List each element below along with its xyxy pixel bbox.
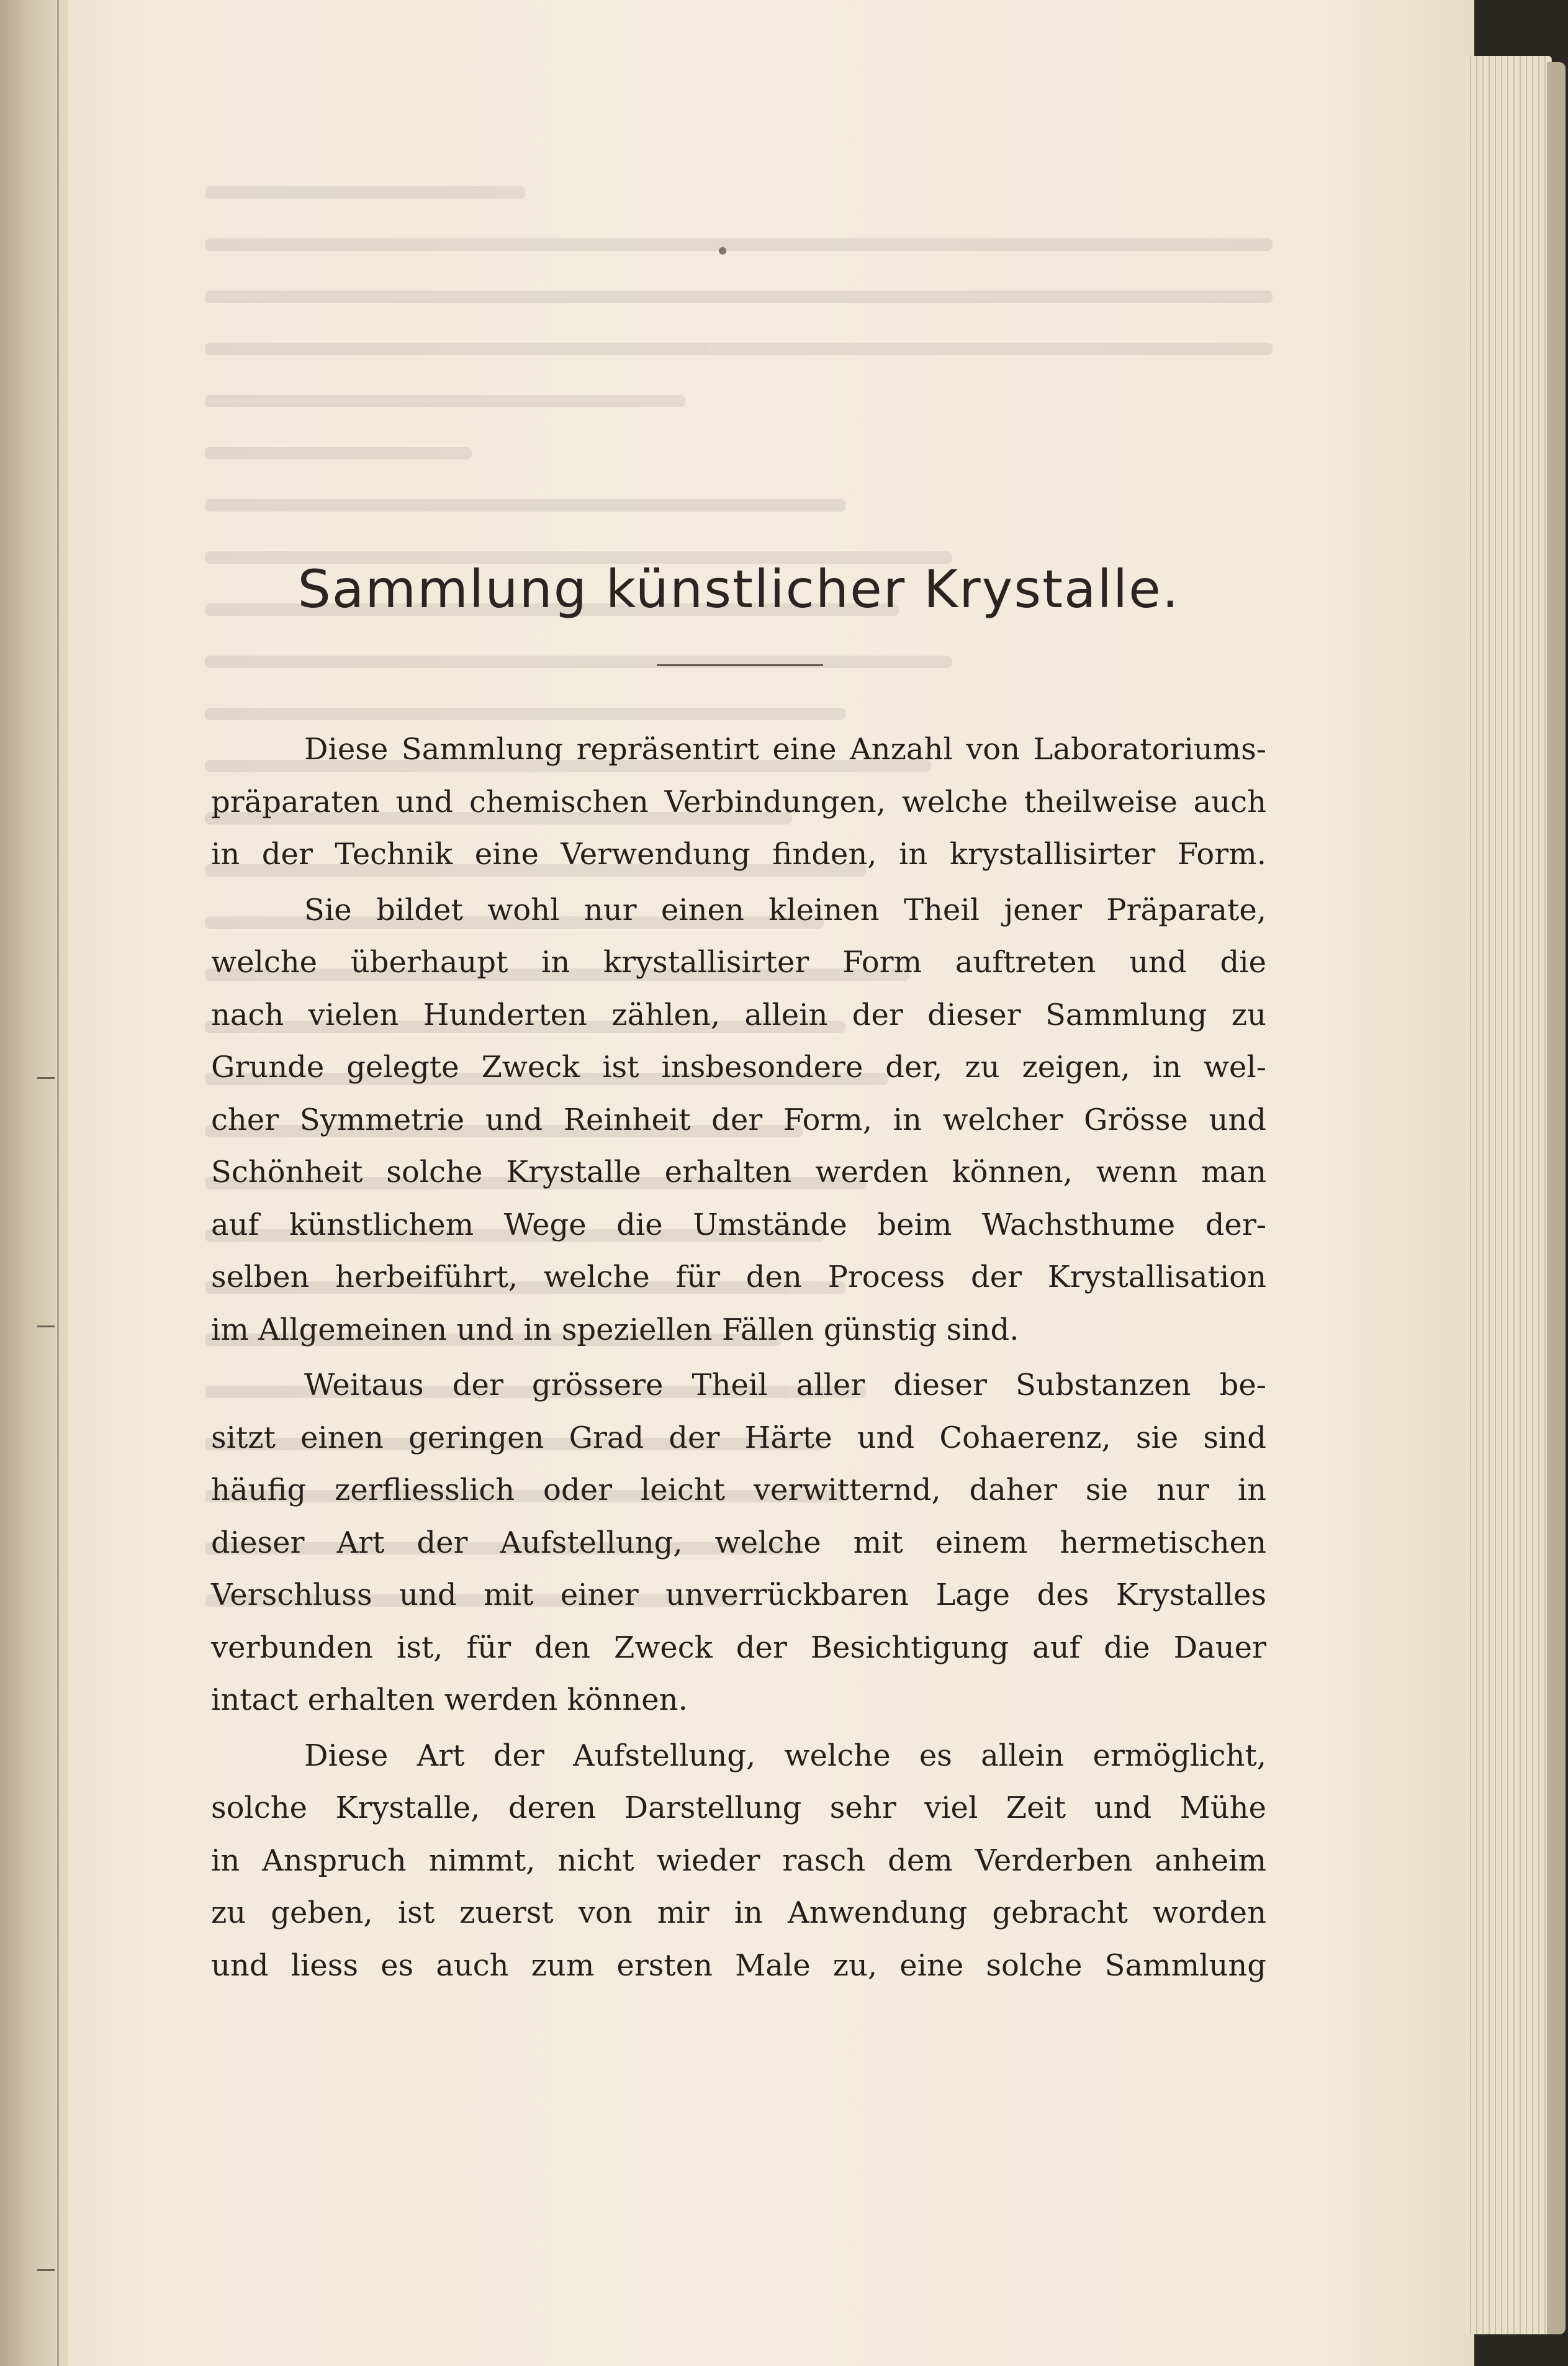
margin-mark [37,2269,55,2271]
text-line: präparaten und chemischen Verbindungen, welche theilweise auch [211,784,1266,820]
margin-mark [37,1077,55,1079]
text-line: verbunden ist, für den Zweck der Besichtigung auf die Dauer [211,1630,1266,1665]
page-title: Sammlung künstlicher Krystalle. [297,559,1180,620]
text-line: Grunde gelegte Zweck ist insbesondere der, zu zeigen, in wel- [211,1050,1266,1085]
text-line: selben herbeiführt, welche für den Process der Krystallisation [211,1260,1266,1294]
text-line: intact erhalten werden können. [211,1682,688,1717]
text-line: zu geben, ist zuerst von mir in Anwendung gebracht worden [211,1895,1266,1930]
text-line: Diese Art der Aufstellung, welche es allein ermöglicht, [304,1738,1266,1773]
page-edge-shadow [1547,62,1566,2334]
text-line: in Anspruch nimmt, nicht wieder rasch dem Verderben anheim [211,1843,1266,1878]
margin-mark [37,1325,55,1327]
printer-dot [719,247,726,255]
text-line: cher Symmetrie und Reinheit der Form, in welcher Grösse und [211,1102,1266,1137]
text-line: Diese Sammlung repräsentirt eine Anzahl von Laboratoriums- [304,732,1266,767]
text-line: sitzt einen geringen Grad der Härte und Cohaerenz, sie sind [211,1420,1266,1455]
text-line: Sie bildet wohl nur einen kleinen Theil jener Präparate, [304,892,1266,928]
text-line: Verschluss und mit einer unverrückbaren Lage des Krystalles [211,1578,1266,1612]
text-line: Schönheit solche Krystalle erhalten werden können, wenn man [211,1155,1266,1190]
paragraph [211,884,1266,1357]
text-line: auf künstlichem Wege die Umstände beim Wachsthume der- [211,1207,1266,1242]
page-edges [1465,56,1552,2334]
text-line: häufig zerfliesslich oder leicht verwitternd, daher sie nur in [211,1473,1266,1507]
text-line: in der Technik eine Verwendung finden, in krystallisirter Form. [211,837,1266,872]
text-line: solche Krystalle, deren Darstellung sehr viel Zeit und Mühe [211,1790,1266,1825]
paragraph [211,1359,1266,1727]
text-line: nach vielen Hunderten zählen, allein der dieser Sammlung zu [211,997,1266,1032]
paragraph [211,1730,1266,1992]
text-line: und liess es auch zum ersten Male zu, eine solche Sammlung [211,1948,1266,1983]
text-line: welche überhaupt in krystallisirter Form auftreten und die [211,945,1266,980]
title-rule [657,664,823,666]
paragraph [211,723,1266,881]
binding-fold [57,0,59,2366]
background-corner [1474,0,1568,56]
text-line: dieser Art der Aufstellung, welche mit einem hermetischen [211,1525,1266,1560]
text-line: Weitaus der grössere Theil aller dieser Substanzen be- [304,1368,1266,1402]
text-line: im Allgemeinen und in speziellen Fällen günstig sind. [211,1312,1019,1347]
body-text [211,723,1266,1995]
